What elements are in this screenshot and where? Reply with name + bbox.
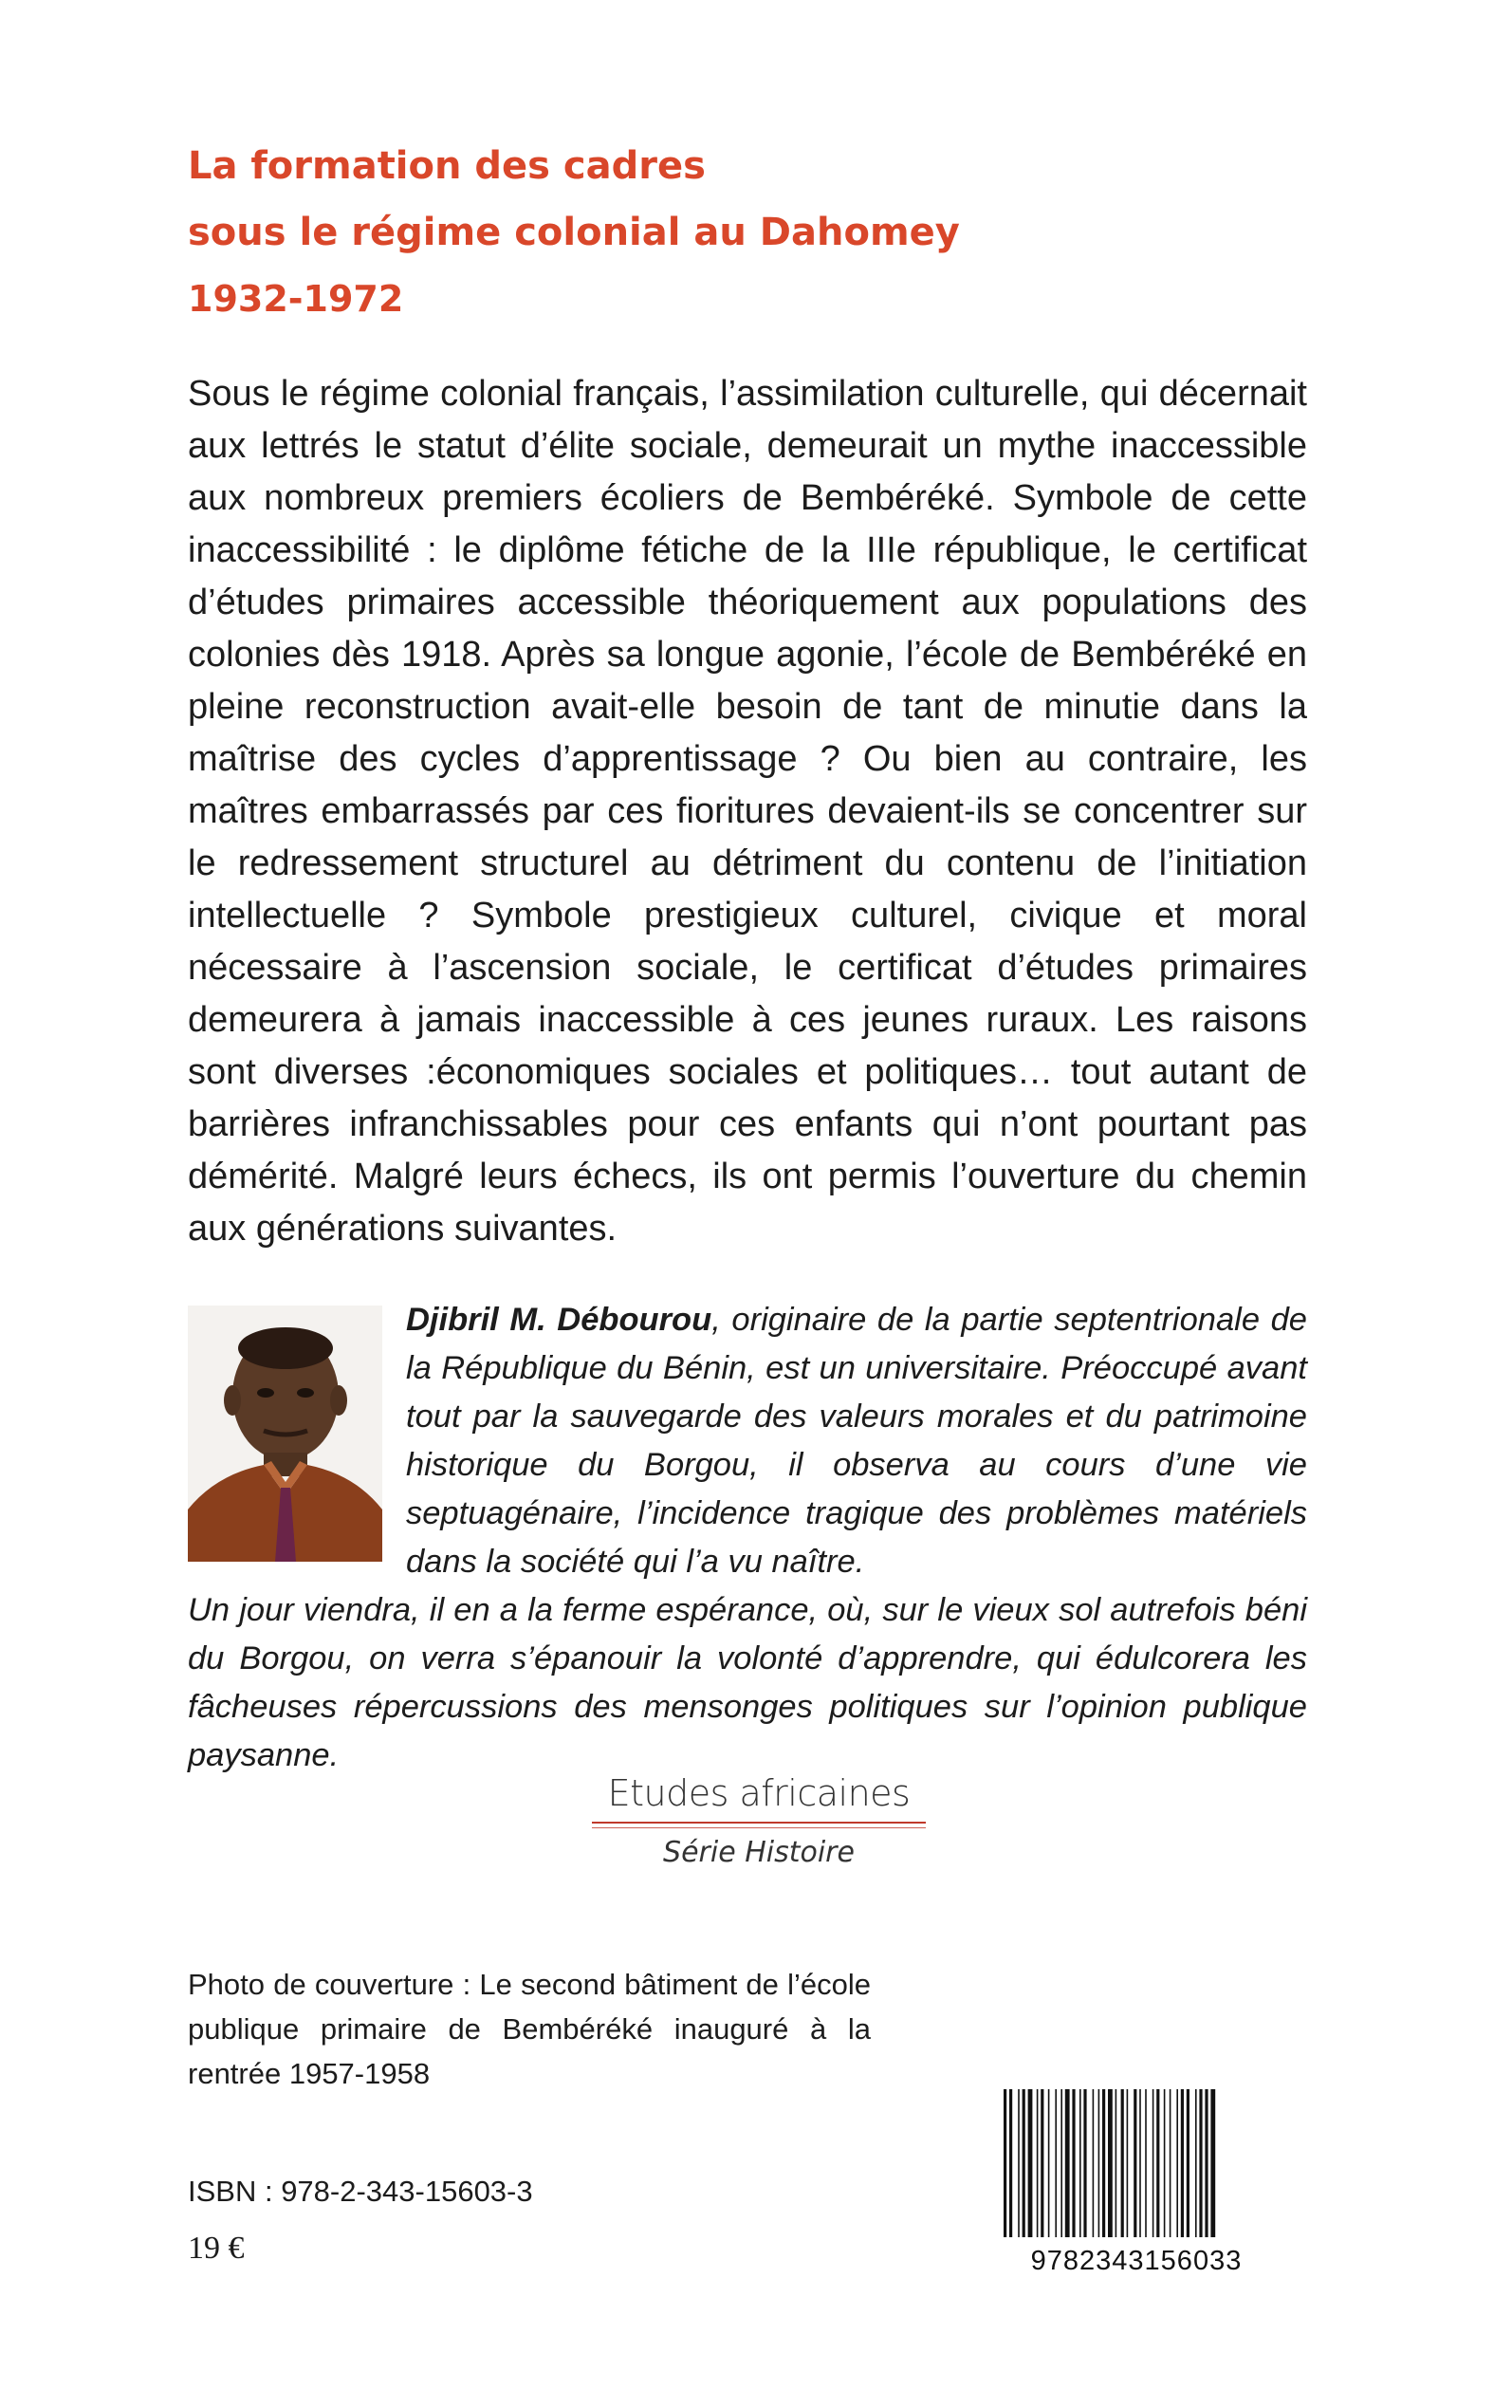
cover-photo-caption: Photo de couverture : Le second bâtiment de l’école publique primaire de Bembéréké inauguré à la rentrée 1957-1958 — [188, 1968, 871, 2090]
barcode-bar — [1018, 2089, 1020, 2237]
barcode-bar — [1176, 2089, 1178, 2237]
barcode-bar — [1072, 2089, 1075, 2237]
series-rule-thin — [592, 1827, 926, 1828]
barcode-bar — [1199, 2089, 1202, 2237]
barcode-bar — [1098, 2089, 1100, 2237]
author-bio-paragraph-2: Un jour viendra, il en a la ferme espérance, où, sur le vieux sol autrefois béni du Borgou, on verra s’épanouir la volonté d’apprendre, qui édulcorera les fâcheuses répercussions des mensonges politiques sur l’opinion publique paysanne. — [188, 1592, 1307, 1773]
barcode-bar — [1083, 2089, 1086, 2237]
barcode-bar — [1210, 2089, 1215, 2237]
barcode-bar — [1009, 2089, 1012, 2237]
back-cover-summary: Sous le régime colonial français, l’assimilation culturelle, qui décernait aux lettrés le statut d’élite sociale, demeurait un mythe inaccessible aux nombreux premiers écoliers de Bembéréké. Symbole de cette inaccessibilité : le diplôme fétiche de la IIIe république, le certificat d’études primaires accessible théoriquement aux populations des colonies dès 1918. Après sa longue agonie, l’école de Bembéréké en pleine reconstruction avait-elle besoin de tant de minutie dans la maîtrise des cycles d’apprentissage ? Ou bien au contraire, les maîtres embarrassés par ces fioritures devaient-ils se concentrer sur le redressement structurel au détriment du contenu de l’initiation intellectuelle ? Symbole prestigieux culturel, civique et moral nécessaire à l’ascension sociale, le certificat d’études primaires demeurera à jamais inaccessible à ces jeunes ruraux. Les raisons sont diverses :économiques sociales et politiques… tout autant de barrières infranchissables pour ces enfants qui n’ont pourtant pas démérité. Malgré leurs échecs, ils ont permis l’ouverture du chemin aux générations suivantes. — [188, 374, 1307, 1249]
barcode-bar — [1156, 2089, 1159, 2237]
barcode-bar — [1055, 2089, 1057, 2237]
barcode-bars — [1004, 2089, 1215, 2237]
title-years: 1932-1972 — [188, 278, 404, 320]
barcode-bar — [1195, 2089, 1197, 2237]
barcode-bar — [1134, 2089, 1136, 2237]
barcode-bar — [1004, 2089, 1006, 2237]
barcode-bar — [1181, 2089, 1184, 2237]
author-name: Djibril M. Débourou — [406, 1302, 712, 1338]
barcode-bar — [1079, 2089, 1081, 2237]
barcode-bar — [1041, 2089, 1043, 2237]
barcode-bar — [1187, 2089, 1189, 2237]
title-line-2: sous le régime colonial au Dahomey — [188, 211, 960, 254]
barcode-bar — [1028, 2089, 1033, 2237]
barcode-bar — [1037, 2089, 1039, 2237]
author-bio — [188, 1296, 1307, 1780]
author-bio-intro: , originaire de la partie septentrionale de la République du Bénin, est un universitaire. Préoccupé avant tout par la sauvegarde des valeurs morales et du patrimoine historique du Borgou, il observa au cours d’une vie septuagénaire, l’incidence tragique des problèmes matériels dans la société qui l’a vu naître. — [406, 1302, 1307, 1580]
book-title — [188, 133, 1231, 332]
title-line-1: La formation des cadres — [188, 144, 706, 188]
barcode-bar — [1065, 2089, 1070, 2237]
barcode-bar — [1121, 2089, 1124, 2237]
barcode-bar — [1205, 2089, 1208, 2237]
barcode-bar — [1108, 2089, 1113, 2237]
barcode-bar — [1023, 2089, 1025, 2237]
isbn-barcode — [994, 2085, 1279, 2275]
series-rule — [592, 1822, 926, 1824]
barcode-bar — [1048, 2089, 1050, 2237]
photo-spacer — [188, 1296, 406, 1566]
price: 19 € — [188, 2231, 245, 2266]
barcode-bar — [1116, 2089, 1117, 2237]
barcode-bar — [1139, 2089, 1141, 2237]
barcode-bar — [1127, 2089, 1129, 2237]
barcode-bar — [1152, 2089, 1154, 2237]
barcode-bar — [1164, 2089, 1166, 2237]
barcode-number: 9782343156033 — [1030, 2246, 1243, 2275]
series-title: Etudes africaines — [607, 1772, 911, 1814]
barcode-bar — [1102, 2089, 1105, 2237]
barcode-bar — [1060, 2089, 1062, 2237]
series-logo — [588, 1770, 930, 1869]
barcode-bar — [1145, 2089, 1147, 2237]
isbn: ISBN : 978-2-343-15603-3 — [188, 2175, 533, 2208]
barcode-bar — [1170, 2089, 1171, 2237]
series-subtitle: Série Histoire — [663, 1836, 855, 1869]
barcode-bar — [1093, 2089, 1095, 2237]
